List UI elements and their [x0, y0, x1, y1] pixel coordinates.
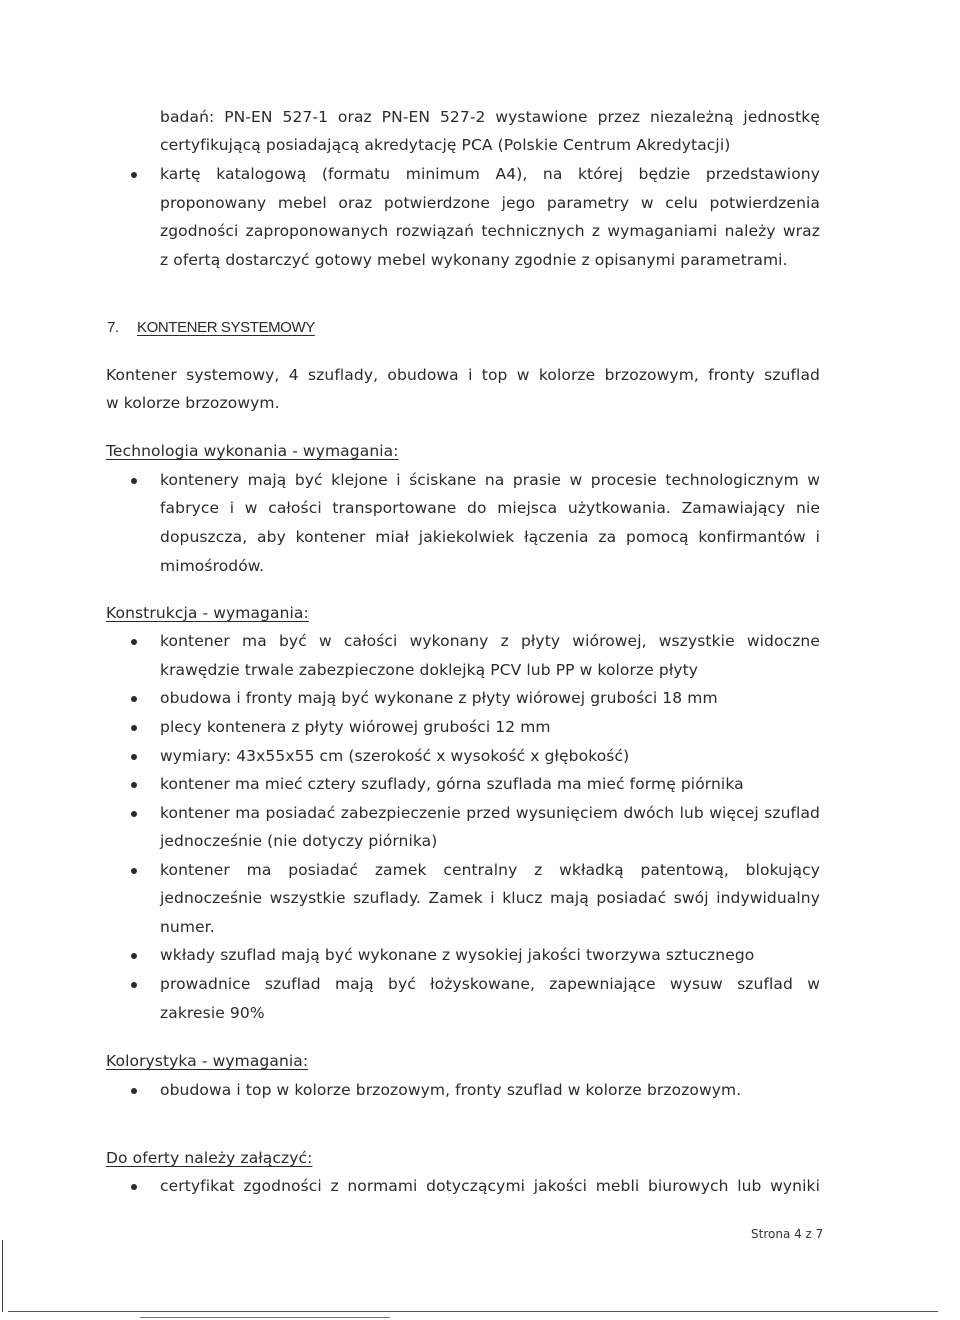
- list-item-line: z ofertą dostarczyć gotowy mebel wykonany zgodnie z opisanymi parametrami.: [160, 251, 788, 269]
- section-title: KONTENER SYSTEMOWY: [137, 319, 315, 336]
- list-item-line: plecy kontenera z płyty wiórowej grubości 12 mm: [160, 718, 551, 736]
- list-item-line: wymiary: 43x55x55 cm (szerokość x wysokość x głębokość): [160, 747, 630, 765]
- list-item-line: wkłady szuflad mają być wykonane z wysokiej jakości tworzywa sztucznego: [160, 946, 755, 964]
- list-item-line: kontenery mają być klejone i ściskane na prasie w procesie technologicznym w: [160, 471, 820, 489]
- bullet-dot: [131, 811, 137, 817]
- list-item-line: obudowa i fronty mają być wykonane z płyty wiórowej grubości 18 mm: [160, 689, 718, 707]
- section-number: 7.: [107, 319, 119, 336]
- list-item-line: zakresie 90%: [160, 1004, 265, 1022]
- list-item-line: zgodności zaproponowanych rozwiązań technicznych z wymaganiami należy wraz: [160, 222, 820, 240]
- bullet-dot: [131, 1088, 137, 1094]
- bullet-dot: [131, 639, 137, 645]
- scan-edge: [2, 1240, 3, 1312]
- bullet-dot: [131, 868, 137, 874]
- scan-edge: [140, 1317, 390, 1318]
- bullet-dot: [131, 478, 137, 484]
- konstrukcja-heading: Konstrukcja - wymagania:: [106, 604, 309, 622]
- list-item-line: prowadnice szuflad mają być łożyskowane, zapewniające wysuw szuflad w: [160, 975, 820, 993]
- list-item-line: mimośrodów.: [160, 557, 265, 575]
- scan-edge: [8, 1311, 938, 1312]
- bullet-dot: [131, 782, 137, 788]
- bullet-dot: [131, 696, 137, 702]
- description-line: Kontener systemowy, 4 szuflady, obudowa i top w kolorze brzozowym, fronty szuflad: [106, 366, 820, 384]
- list-item-line: obudowa i top w kolorze brzozowym, fronty szuflad w kolorze brzozowym.: [160, 1081, 742, 1099]
- list-item-line: kontener ma mieć cztery szuflady, górna szuflada ma mieć formę piórnika: [160, 775, 744, 793]
- list-item-line: krawędzie trwale zabezpieczone doklejką PCV lub PP w kolorze płyty: [160, 661, 699, 679]
- list-item-line: jednocześnie wszystkie szuflady. Zamek i klucz mają posiadać swój indywidualny: [160, 889, 820, 907]
- list-item-line: numer.: [160, 918, 215, 936]
- kolorystyka-heading: Kolorystyka - wymagania:: [106, 1052, 309, 1070]
- bullet-dot: [131, 754, 137, 760]
- list-item-line: kontener ma posiadać zabezpieczenie przed wysunięciem dwóch lub więcej szuflad: [160, 804, 820, 822]
- bullet-dot: [131, 725, 137, 731]
- intro-line: certyfikującą posiadającą akredytację PCA (Polskie Centrum Akredytacji): [160, 136, 731, 154]
- list-item-line: kartę katalogową (formatu minimum A4), na której będzie przedstawiony: [160, 165, 820, 183]
- list-item-line: kontener ma posiadać zamek centralny z wkładką patentową, blokujący: [160, 861, 820, 879]
- bullet-dot: [131, 1184, 137, 1190]
- bullet-dot: [131, 953, 137, 959]
- page-number: Strona 4 z 7: [751, 1227, 824, 1241]
- technologia-heading: Technologia wykonania - wymagania:: [106, 442, 399, 460]
- description-line: w kolorze brzozowym.: [106, 394, 280, 412]
- list-item-line: proponowany mebel oraz potwierdzone jego parametry w celu potwierdzenia: [160, 194, 820, 212]
- list-item-line: fabryce i w całości transportowane do miejsca użytkowania. Zamawiający nie: [160, 499, 820, 517]
- bullet-dot: [131, 982, 137, 988]
- list-item-line: jednocześnie (nie dotyczy piórnika): [160, 832, 438, 850]
- list-item-line: certyfikat zgodności z normami dotyczącymi jakości mebli biurowych lub wyniki: [160, 1177, 820, 1195]
- oferta-heading: Do oferty należy załączyć:: [106, 1149, 313, 1167]
- intro-line: badań: PN-EN 527-1 oraz PN-EN 527-2 wystawione przez niezależną jednostkę: [160, 108, 820, 126]
- bullet-dot: [131, 172, 137, 178]
- list-item-line: kontener ma być w całości wykonany z płyty wiórowej, wszystkie widoczne: [160, 632, 820, 650]
- list-item-line: dopuszcza, aby kontener miał jakiekolwiek łączenia za pomocą konfirmantów i: [160, 528, 820, 546]
